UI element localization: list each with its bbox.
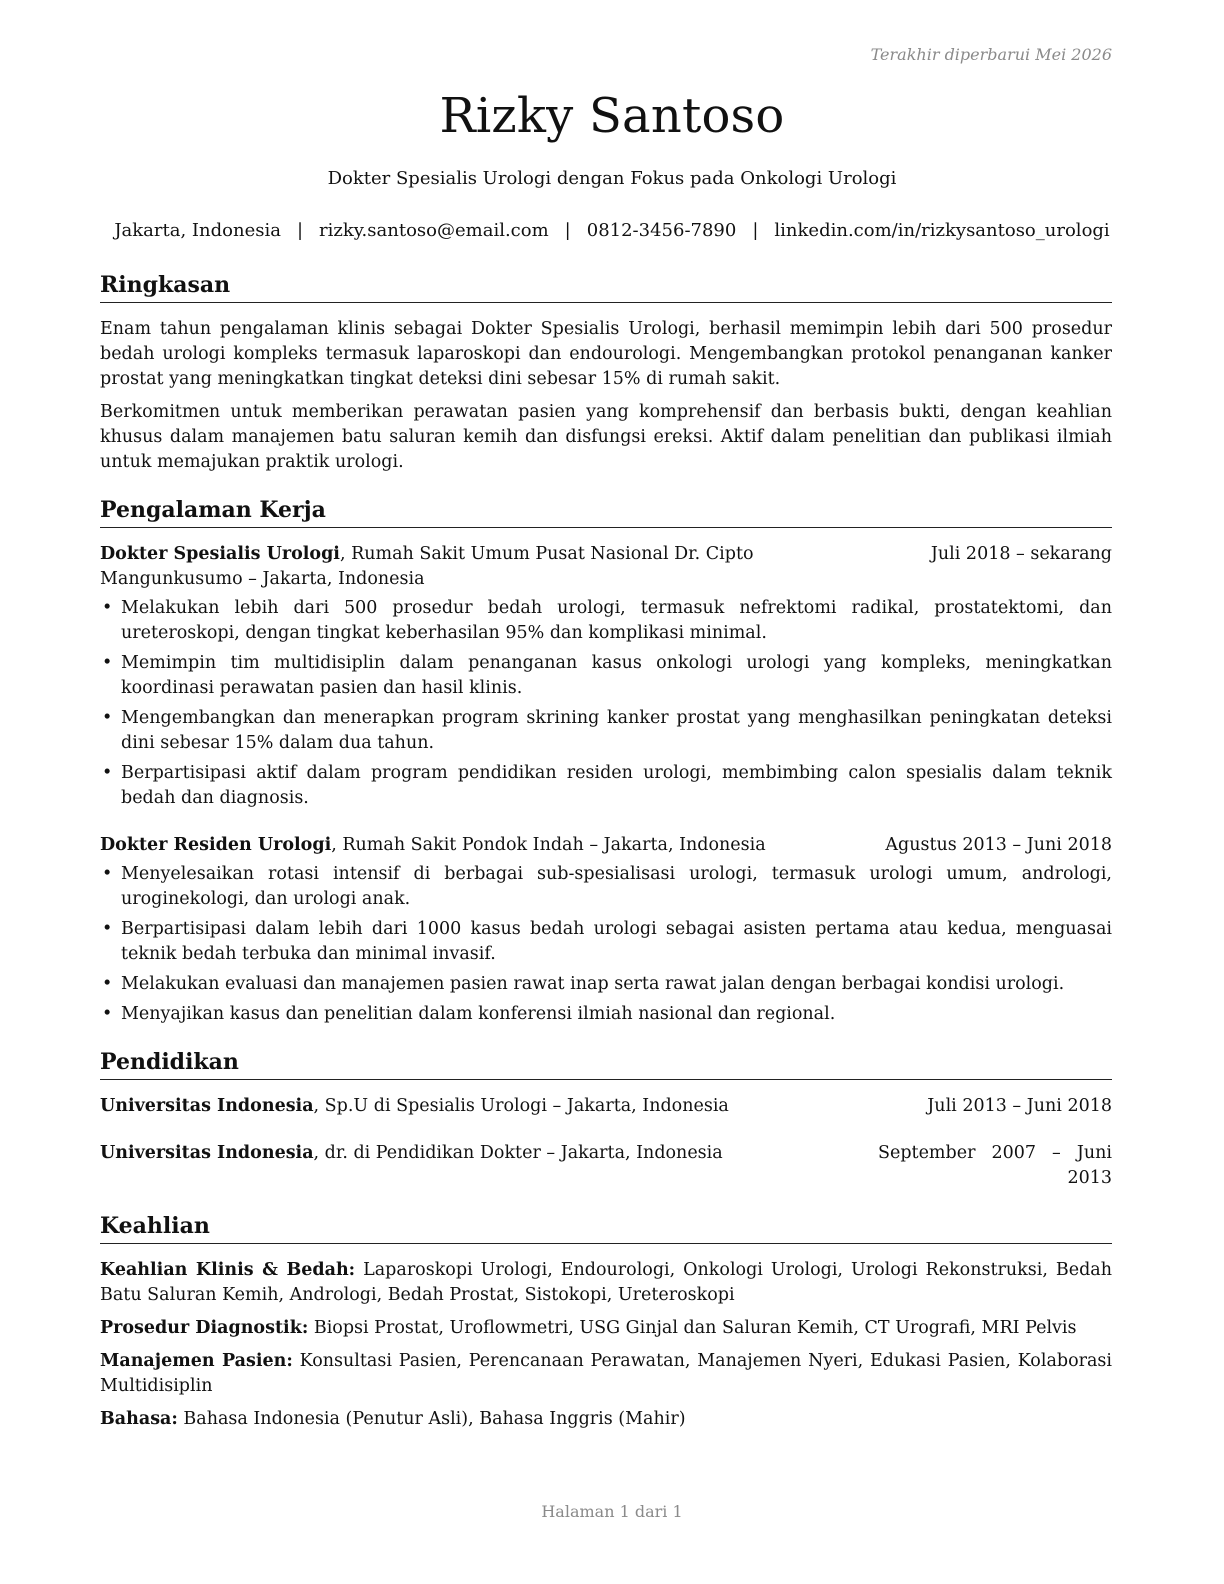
- education-detail: , Sp.U di Spesialis Urologi – Jakarta, Indonesia: [313, 1096, 729, 1116]
- job-role: Dokter Residen Urologi: [100, 835, 332, 855]
- section-title-education: Pendidikan: [100, 1047, 1112, 1080]
- summary-paragraph: Berkomitmen untuk memberikan perawatan pasien yang komprehensif dan berbasis bukti, dengan keahlian khusus dalam manajemen batu saluran kemih dan disfungsi ereksi. Aktif dalam penelitian dan publikasi ilmiah untuk memajukan praktik urologi.: [100, 402, 1112, 472]
- skill-row: [100, 1407, 1112, 1432]
- list-item: • Mengembangkan dan menerapkan program skrining kanker prostat yang menghasilkan peningkatan deteksi dini sebesar 15% dalam dua tahun.: [100, 706, 1112, 756]
- education-school: Universitas Indonesia: [100, 1096, 314, 1116]
- contact-separator: |: [296, 220, 304, 241]
- skill-value: Konsultasi Pasien, Perencanaan Perawatan, Manajemen Nyeri, Edukasi Pasien, Kolaborasi Multidisiplin: [100, 1351, 1112, 1396]
- job-header: [100, 542, 1112, 592]
- job-role: Dokter Spesialis Urologi: [100, 544, 340, 564]
- experience-section: [100, 495, 1112, 1027]
- list-item: • Menyajikan kasus dan penelitian dalam konferensi ilmiah nasional dan regional.: [100, 1002, 1112, 1027]
- section-title-experience: Pengalaman Kerja: [100, 495, 1112, 528]
- job-entry: [100, 833, 1112, 1027]
- section-title-skills: Keahlian: [100, 1211, 1112, 1244]
- job-entry: [100, 542, 1112, 811]
- job-dates: Juli 2018 – sekarang: [930, 544, 1112, 564]
- job-title-line: [100, 833, 766, 858]
- skills-section: [100, 1211, 1112, 1432]
- skill-value: Biopsi Prostat, Uroflowmetri, USG Ginjal dan Saluran Kemih, CT Urografi, MRI Pelvis: [308, 1318, 1077, 1338]
- contact-separator: |: [752, 220, 759, 241]
- professional-title: Dokter Spesialis Urologi dengan Fokus pada Onkologi Urologi: [327, 168, 897, 189]
- job-organization: , Rumah Sakit Umum Pusat Nasional Dr. Cipto Mangunkusumo – Jakarta, Indonesia: [100, 544, 754, 589]
- contact-email[interactable]: rizky.santoso@email.com: [319, 220, 549, 241]
- skill-row: [100, 1349, 1112, 1399]
- page-footer: Halaman 1 dari 1: [541, 1502, 683, 1521]
- job-header: [100, 833, 1112, 858]
- list-item: • Melakukan lebih dari 500 prosedur bedah urologi, termasuk nefrektomi radikal, prostatektomi, dan ureteroskopi, dengan tingkat keberhasilan 95% dan komplikasi minimal.: [100, 596, 1112, 646]
- skill-value: Laparoskopi Urologi, Endourologi, Onkologi Urologi, Urologi Rekonstruksi, Bedah Batu Saluran Kemih, Andrologi, Bedah Prostat, Sistokopi, Ureteroskopi: [100, 1260, 1112, 1305]
- education-line: [100, 1094, 729, 1119]
- resume-content: [100, 270, 1112, 1452]
- job-organization: , Rumah Sakit Pondok Indah – Jakarta, Indonesia: [331, 835, 766, 855]
- skill-value: Bahasa Indonesia (Penutur Asli), Bahasa Inggris (Mahir): [177, 1409, 686, 1429]
- skill-row: [100, 1316, 1112, 1341]
- summary-section: [100, 270, 1112, 475]
- education-entry: [100, 1094, 1112, 1119]
- skill-row: [100, 1258, 1112, 1308]
- education-detail: , dr. di Pendidikan Dokter – Jakarta, Indonesia: [313, 1143, 723, 1163]
- contact-separator: |: [564, 220, 571, 241]
- education-section: [100, 1047, 1112, 1191]
- education-school: Universitas Indonesia: [100, 1143, 314, 1163]
- skill-label: Manajemen Pasien:: [100, 1351, 293, 1371]
- list-item: • Berpartisipasi aktif dalam program pendidikan residen urologi, membimbing calon spesialis dalam teknik bedah dan diagnosis.: [100, 761, 1112, 811]
- list-item: • Berpartisipasi dalam lebih dari 1000 kasus bedah urologi sebagai asisten pertama atau kedua, menguasai teknik bedah terbuka dan minimal invasif.: [100, 917, 1112, 967]
- skill-label: Prosedur Diagnostik:: [100, 1318, 309, 1338]
- list-item: • Melakukan evaluasi dan manajemen pasien rawat inap serta rawat jalan dengan berbagai kondisi urologi.: [100, 972, 1112, 997]
- list-item: • Memimpin tim multidisiplin dalam penanganan kasus onkologi urologi yang kompleks, meningkatkan koordinasi perawatan pasien dan hasil klinis.: [100, 651, 1112, 701]
- education-dates: Juli 2013 – Juni 2018: [927, 1096, 1112, 1116]
- job-dates: Agustus 2013 – Juni 2018: [885, 835, 1112, 855]
- skill-label: Keahlian Klinis & Bedah:: [100, 1260, 356, 1280]
- education-line: [100, 1141, 723, 1166]
- summary-paragraph: Enam tahun pengalaman klinis sebagai Dokter Spesialis Urologi, berhasil memimpin lebih dari 500 prosedur bedah urologi kompleks termasuk laparoskopi dan endourologi. Mengembangkan protokol penanganan kanker prostat yang meningkatkan tingkat deteksi dini sebesar 15% di rumah sakit.: [100, 319, 1112, 389]
- job-bullets: [100, 596, 1112, 811]
- education-entry: [100, 1141, 1112, 1191]
- job-title-line: [100, 542, 890, 592]
- candidate-name: Rizky Santoso: [439, 88, 785, 144]
- last-updated-note: Terakhir diperbarui Mei 2026: [870, 45, 1112, 64]
- education-dates: September 2007 – Juni 2013: [878, 1143, 1112, 1188]
- contact-location: Jakarta, Indonesia: [114, 220, 281, 241]
- contact-phone: 0812-3456-7890: [586, 220, 737, 241]
- contact-line: [0, 220, 1224, 241]
- list-item: • Menyelesaikan rotasi intensif di berbagai sub-spesialisasi urologi, termasuk urologi umum, andrologi, uroginekologi, dan urologi anak.: [100, 862, 1112, 912]
- job-bullets: [100, 862, 1112, 1027]
- contact-linkedin[interactable]: linkedin.com/in/rizkysantoso_urologi: [774, 220, 1110, 241]
- section-title-summary: Ringkasan: [100, 270, 1112, 303]
- skill-label: Bahasa:: [100, 1409, 178, 1429]
